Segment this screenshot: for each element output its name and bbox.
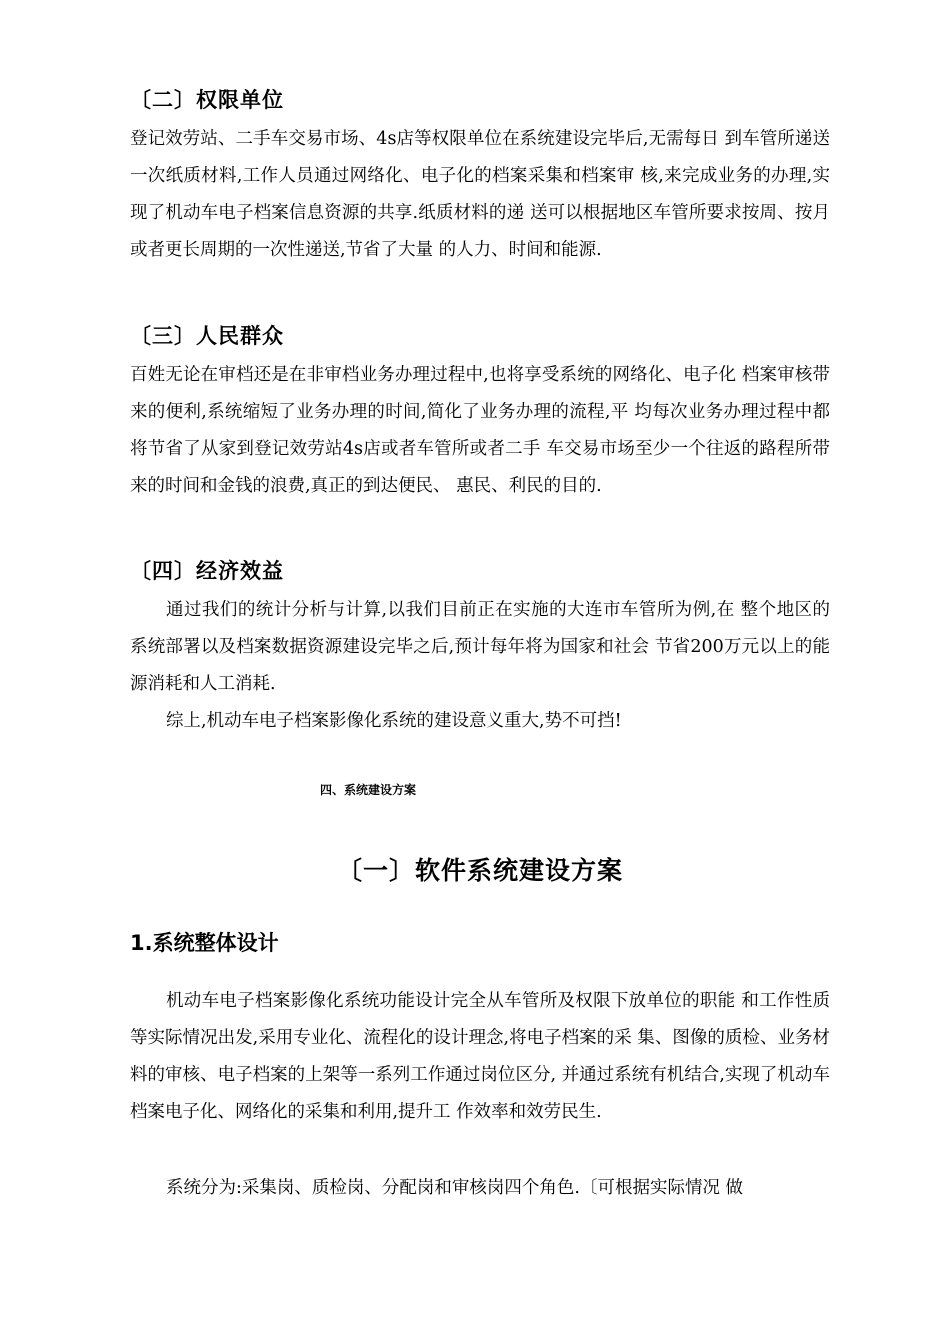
section-title-software: 〔一〕软件系统建设方案 [336, 856, 623, 885]
chapter-heading: 四、系统建设方案 [320, 783, 417, 797]
subsection-title-overall-design: 1.系统整体设计 [130, 931, 279, 955]
heading-authority-units: 〔二〕权限单位 [130, 88, 284, 112]
paragraph-roles: 系统分为:采集岗、质检岗、分配岗和审核岗四个角色.〔可根据实际情况 做 [166, 1178, 744, 1198]
paragraph-authority-units: 登记效劳站、二手车交易市场、4s店等权限单位在系统建设完毕后,无需每日 到车管所递送一次纸质材料,工作人员通过网络化、电子化的档案采集和档案审 核,来完成业务的办理,实现了机动车电子档案信息资源的共享.纸质材料的递 送可以根据地区车管所要求按周、按月或者更长周期的一次性递送,节省了大量 的人力、时间和能源. [130, 129, 830, 260]
heading-economic-benefits: 〔四〕经济效益 [130, 559, 284, 583]
paragraph-overall-design: 机动车电子档案影像化系统功能设计完全从车管所及权限下放单位的职能 和工作性质等实际情况出发,采用专业化、流程化的设计理念,将电子档案的采 集、图像的质检、业务材料的审核、电子档案的上架等一系列工作通过岗位区分, 并通过系统有机结合,实现了机动车档案电子化、网络化的采集和利用,提升工 作效率和效劳民生. [130, 991, 830, 1122]
heading-public: 〔三〕人民群众 [130, 324, 284, 348]
paragraph-conclusion: 综上,机动车电子档案影像化系统的建设意义重大,势不可挡! [166, 711, 622, 731]
paragraph-economic-benefits: 通过我们的统计分析与计算,以我们目前正在实施的大连市车管所为例,在 整个地区的系统部署以及档案数据资源建设完毕之后,预计每年将为国家和社会 节省200万元以上的能源消耗和人工消耗. [130, 600, 830, 694]
paragraph-public: 百姓无论在审档还是在非审档业务办理过程中,也将享受系统的网络化、电子化 档案审核带来的便利,系统缩短了业务办理的时间,简化了业务办理的流程,平 均每次业务办理过程中都将节省了从家到登记效劳站4s店或者车管所或者二手 车交易市场至少一个往返的路程所带来的时间和金钱的浪费,真正的到达便民、 惠民、利民的目的. [130, 365, 830, 496]
